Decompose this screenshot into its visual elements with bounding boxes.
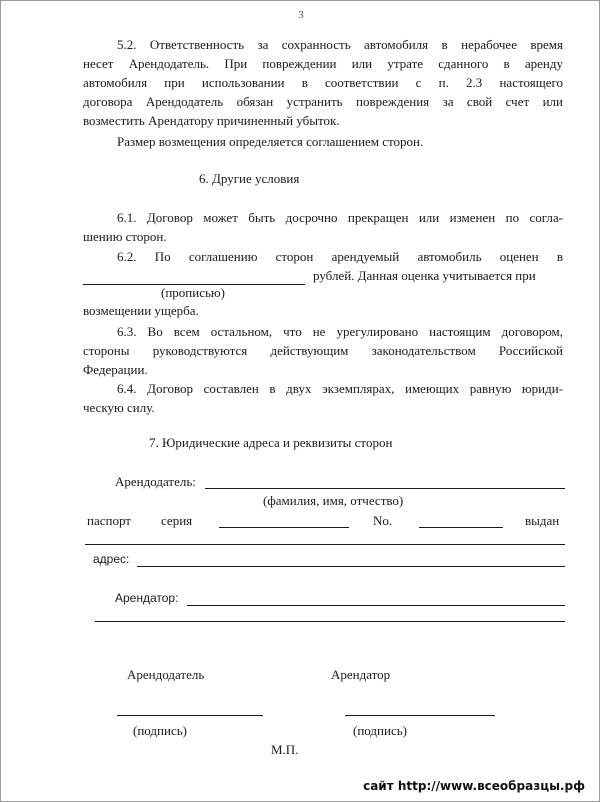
- clause-6-3-line-2: стороны руководствуются действующим законодательством Российской: [83, 343, 563, 358]
- stamp-place: М.П.: [271, 742, 299, 757]
- fio-hint: (фамилия, имя, отчество): [263, 493, 404, 508]
- section-6-title: 6. Другие условия: [199, 171, 300, 186]
- passport-label: паспорт: [87, 513, 131, 528]
- clause-5-2-line-1: 5.2. Ответственность за сохранность автомобиля в нерабочее время: [117, 37, 563, 52]
- section-7-title: 7. Юридические адреса и реквизиты сторон: [149, 435, 393, 450]
- lessor-name-field[interactable]: [205, 488, 565, 489]
- clause-6-4-line-2: ческую силу.: [83, 400, 155, 415]
- lessee-label: Арендатор:: [115, 591, 179, 605]
- clause-5-2-line-6: Размер возмещения определяется соглашением сторон.: [117, 134, 424, 149]
- lessee-name-field[interactable]: [187, 605, 565, 606]
- clause-6-2-line-1: 6.2. По соглашению сторон арендуемый автомобиль оценен в: [117, 249, 563, 264]
- clause-6-1: [83, 208, 563, 246]
- valuation-amount-field[interactable]: [83, 271, 305, 285]
- clause-5-2-line-2: несет Арендодатель. При повреждении или утрате сданного в аренду: [83, 56, 563, 71]
- clause-6-2: [83, 247, 563, 285]
- signature-hint-left: (подпись): [133, 723, 187, 738]
- clause-6-4-line-1: 6.4. Договор составлен в двух экземплярах, имеющих равную юриди-: [117, 381, 563, 396]
- clause-5-2: [83, 35, 563, 151]
- address-label: адрес:: [93, 552, 130, 566]
- clause-6-3: [83, 322, 563, 379]
- issued-label: выдан: [525, 513, 560, 528]
- clause-6-1-line-2: шению сторон.: [83, 229, 167, 244]
- site-watermark: сайт http://www.всеобразцы.рф: [363, 779, 585, 793]
- clause-5-2-line-3: автомобиля при использовании в соответствии с п. 2.3 настоящего: [83, 75, 563, 90]
- lessee-extra-field[interactable]: [95, 621, 565, 622]
- clause-6-4: [83, 379, 563, 417]
- lessee-signature-field[interactable]: [345, 715, 495, 716]
- clause-5-2-line-5: возместить Арендатору причиненный убыток.: [83, 113, 340, 128]
- signature-lessor-label: Арендодатель: [127, 667, 205, 682]
- lessor-signature-field[interactable]: [117, 715, 263, 716]
- signature-hint-right: (подпись): [353, 723, 407, 738]
- clause-6-2-line-2-tail: рублей. Данная оценка учитывается при: [313, 268, 536, 283]
- page-number: 3: [298, 9, 304, 21]
- clause-6-2-line-2: [83, 266, 563, 285]
- passport-series-field[interactable]: [219, 527, 349, 528]
- clause-5-2-line-4: договора Арендодатель обязан устранить повреждения за свой счет или: [83, 94, 563, 109]
- clause-6-3-line-1: 6.3. Во всем остальном, что не урегулировано настоящим договором,: [117, 324, 563, 339]
- series-label: серия: [161, 513, 193, 528]
- number-label: No.: [373, 513, 393, 528]
- issued-by-field[interactable]: [85, 544, 565, 545]
- signature-lessee-label: Арендатор: [331, 667, 391, 682]
- amount-in-words-hint: (прописью): [161, 285, 225, 300]
- address-field[interactable]: [137, 566, 565, 567]
- lessor-label: Арендодатель:: [115, 474, 196, 489]
- clause-6-3-line-3: Федерации.: [83, 362, 148, 377]
- clause-6-1-line-1: 6.1. Договор может быть досрочно прекращен или изменен по согла-: [117, 210, 563, 225]
- clause-6-2-line-3: возмещении ущерба.: [83, 303, 199, 318]
- passport-number-field[interactable]: [419, 527, 503, 528]
